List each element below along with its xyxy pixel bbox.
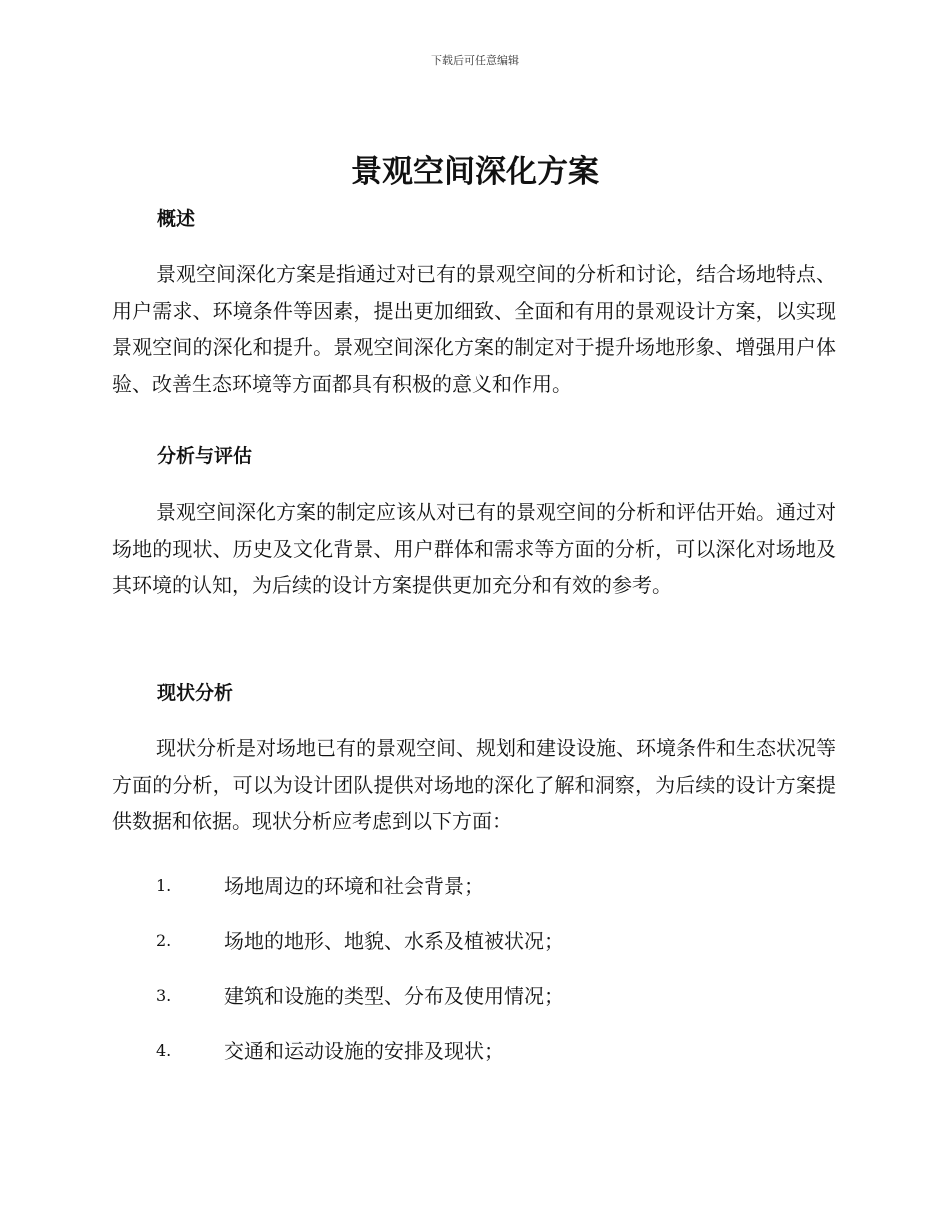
list-item-number: 2.: [156, 931, 172, 950]
section-paragraph-status: 现状分析是对场地已有的景观空间、规划和建设设施、环境条件和生态状况等方面的分析，可以为设计团队提供对场地的深化了解和洞察，为后续的设计方案提供数据和依据。现状分析应考虑到以下方面：: [112, 736, 836, 833]
header-note: 下载后可任意编辑: [431, 54, 519, 67]
list-item-number: 4.: [156, 1041, 172, 1060]
list-item-text: 场地周边的环境和社会背景；: [224, 874, 484, 898]
list-item-number: 1.: [156, 876, 172, 895]
section-heading-overview: 概述: [157, 208, 196, 230]
list-item: [112, 923, 836, 978]
list-item-text: 场地的地形、地貌、水系及植被状况；: [224, 929, 564, 953]
document-title: 景观空间深化方案: [351, 154, 599, 190]
section-heading-status: 现状分析: [157, 682, 234, 704]
section-paragraph-overview: 景观空间深化方案是指通过对已有的景观空间的分析和讨论，结合场地特点、用户需求、环境条件等因素，提出更加细致、全面和有用的景观设计方案，以实现景观空间的深化和提升。景观空间深化方案的制定对于提升场地形象、增强用户体验、改善生态环境等方面都具有积极的意义和作用。: [112, 262, 836, 396]
list-item-text: 交通和运动设施的安排及现状；: [224, 1039, 504, 1063]
section-paragraph-analysis: 景观空间深化方案的制定应该从对已有的景观空间的分析和评估开始。通过对场地的现状、历史及文化背景、用户群体和需求等方面的分析，可以深化对场地及其环境的认知，为后续的设计方案提供更加充分和有效的参考。: [112, 500, 836, 597]
list-item-text: 建筑和设施的类型、分布及使用情况；: [224, 984, 564, 1008]
list-item-number: 3.: [156, 986, 172, 1005]
list-item: [112, 1033, 836, 1088]
section-heading-analysis: 分析与评估: [157, 445, 253, 467]
list-item: [112, 978, 836, 1033]
status-analysis-list: [112, 868, 836, 1088]
list-item: [112, 868, 836, 923]
